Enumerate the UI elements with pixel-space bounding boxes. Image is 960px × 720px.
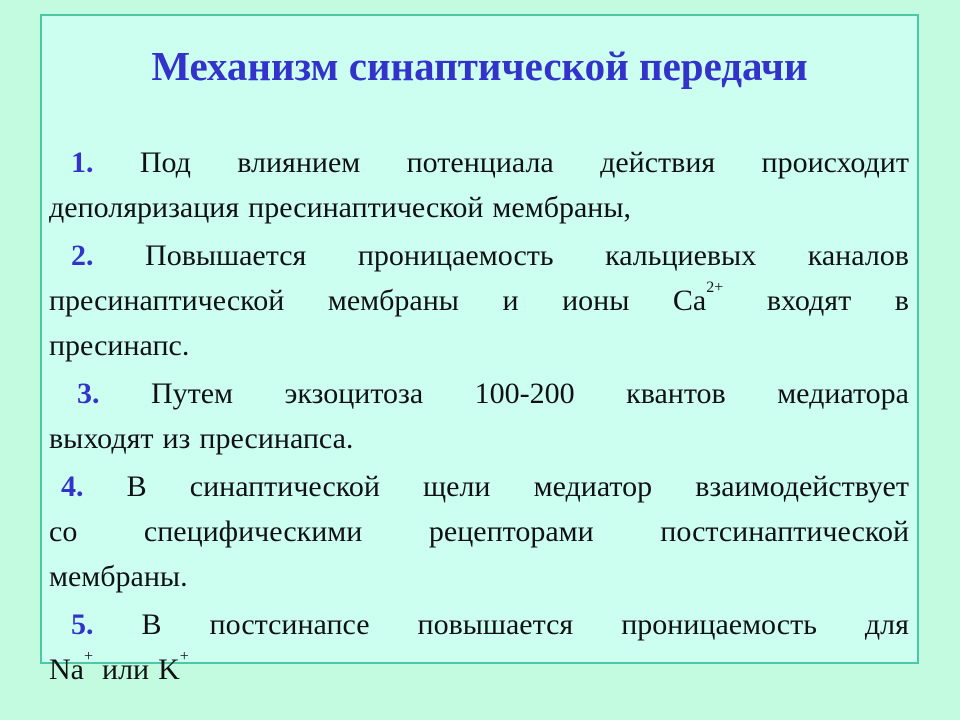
step-item	[49, 602, 909, 692]
step-line	[49, 647, 909, 692]
word: В	[141, 608, 162, 641]
word: из	[162, 422, 191, 455]
word: пресинапса.	[199, 422, 354, 455]
word: влиянием	[237, 146, 361, 179]
word: мембраны	[327, 284, 459, 317]
step-line	[49, 464, 909, 509]
word: мембраны.	[49, 560, 188, 593]
word: входят	[766, 284, 852, 317]
word: Путем	[150, 377, 234, 410]
slide-frame	[40, 14, 919, 686]
word: действия	[600, 146, 716, 179]
word: экзоцитоза	[284, 377, 424, 410]
word: специфическими	[143, 515, 363, 548]
step-number: 4.	[61, 470, 84, 503]
word: постсинаптической	[660, 515, 909, 548]
word: или	[102, 653, 150, 686]
word: пресинаптической	[248, 191, 484, 224]
step-item	[49, 233, 909, 368]
word: потенциала	[406, 146, 554, 179]
slide-title: Механизм синаптической передачи	[151, 43, 808, 89]
word: 100-200	[474, 377, 575, 410]
word: пресинаптической	[49, 284, 285, 317]
word: повышается	[417, 608, 574, 641]
word: медиатор	[533, 470, 653, 503]
word: Под	[139, 146, 191, 179]
step-item	[49, 371, 909, 461]
word: и	[502, 284, 519, 317]
step-line	[49, 140, 909, 185]
word: медиатора	[777, 377, 909, 410]
step-line	[49, 416, 909, 461]
step-number: 3.	[77, 377, 100, 410]
step-number: 5.	[71, 608, 94, 641]
word: выходят	[49, 422, 154, 455]
word: пресинапс.	[49, 329, 190, 362]
step-line	[49, 554, 909, 599]
step-line	[49, 509, 909, 554]
word: постсинапсе	[209, 608, 370, 641]
step-line	[49, 371, 909, 416]
word: Повышается	[145, 239, 307, 272]
word: синаптической	[189, 470, 380, 503]
step-item	[49, 140, 909, 230]
word: В	[126, 470, 147, 503]
word: $Ca^{2+}$	[672, 279, 724, 317]
steps-list	[49, 140, 909, 695]
word: ионы	[562, 284, 630, 317]
word: деполяризация	[49, 191, 240, 224]
step-line	[49, 185, 909, 230]
word: взаимодействует	[695, 470, 909, 503]
step-line	[49, 278, 909, 323]
word: K+	[158, 648, 189, 686]
word: в	[894, 284, 909, 317]
word: проницаемость	[357, 239, 554, 272]
word: мембраны,	[492, 191, 631, 224]
step-item	[49, 464, 909, 599]
step-number: 2.	[71, 239, 94, 272]
word: квантов	[626, 377, 726, 410]
word: каналов	[807, 239, 909, 272]
step-line	[49, 233, 909, 278]
step-number: 1.	[71, 146, 94, 179]
step-line	[49, 323, 909, 368]
word: для	[864, 608, 909, 641]
word: Na+	[49, 648, 94, 686]
word: щели	[423, 470, 491, 503]
word: проницаемость	[621, 608, 817, 641]
word: кальциевых	[605, 239, 757, 272]
word: со	[49, 515, 78, 548]
word: происходит	[761, 146, 909, 179]
step-line	[49, 602, 909, 647]
word: рецепторами	[428, 515, 594, 548]
